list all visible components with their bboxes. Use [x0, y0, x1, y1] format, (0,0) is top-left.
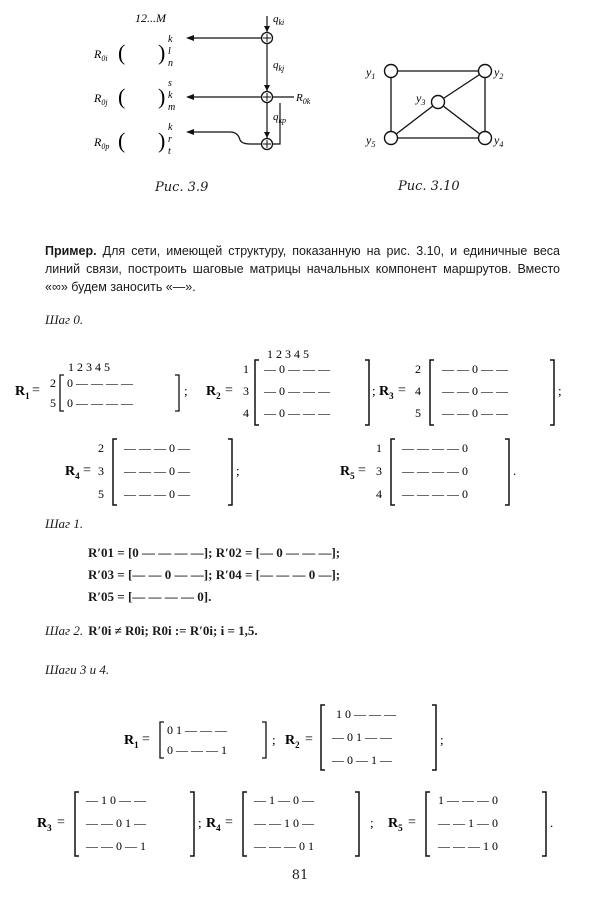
figure-3-9: [90, 8, 320, 198]
fig39-label-r0j: $R_{0j}$: [94, 91, 108, 107]
fig39-header: 12...M: [135, 11, 166, 25]
step0-r2-cell-0: — 0 — — —: [264, 362, 330, 376]
fig39-idx-2b: k: [168, 90, 173, 101]
svg-text:=: =: [305, 732, 313, 747]
fig39-idx-3a: k: [168, 122, 173, 133]
node-y1: [385, 65, 398, 78]
step2-formula: R′0i ≠ R0i; R0i := R′0i; i = 1,5.: [88, 623, 258, 638]
svg-text:.: .: [513, 463, 517, 478]
svg-text:=: =: [358, 463, 366, 478]
svg-text:=: =: [408, 815, 416, 830]
step1-line-2: R′03 = [— — 0 — —]; R′04 = [— — — 0 —];: [88, 567, 341, 582]
svg-text:;: ;: [558, 383, 562, 398]
svg-text:=: =: [225, 815, 233, 830]
step0-r1-row-5: 5: [50, 396, 56, 410]
edge-y2-y3: [438, 71, 485, 102]
step34-r4-name: $R_4$: [206, 816, 221, 833]
label-y1: $y_1$: [366, 65, 376, 81]
step0-r3-cell-1: — — 0 — —: [442, 384, 508, 398]
fig39-caption: Рис. 3.9: [155, 180, 209, 195]
edge-y3-y4: [438, 102, 485, 138]
step0-r4-row-2: 2: [98, 441, 104, 455]
node-y5: [385, 132, 398, 145]
step1-title: Шаг 1.: [45, 516, 84, 531]
example-text: Для сети, имеющей структуру, показанную на рис. 3.10, и единичные веса линий связи, построить шаговые матрицы начальных компонент маршрутов. Вместо «∞» будем заносить «—».: [45, 244, 560, 294]
step34-r5-cell-1: — — 1 — 0: [438, 816, 498, 830]
step0-r3-cell-0: — — 0 — —: [442, 362, 508, 376]
fig39-idx-1a: k: [168, 34, 173, 45]
step1-line-1: R′01 = [0 — — — —]; R′02 = [— 0 — — —];: [88, 545, 341, 560]
step0-r2-row-1: 1: [243, 362, 249, 376]
step34-r1-cell-1: 0 — — — 1: [167, 743, 227, 757]
step0-r4-cell-2: — — — 0 —: [124, 487, 190, 501]
step34-r2-cell-2: — 0 — 1 —: [332, 753, 392, 767]
step0-r2-row-4: 4: [243, 406, 249, 420]
svg-text:;: ;: [372, 383, 376, 398]
figure-3-9-diagram: [90, 8, 320, 178]
fig39-idx-3b: r: [168, 134, 172, 145]
fig39-input-r0k: $R_{0k}$: [296, 92, 311, 106]
label-y2: $y_2$: [494, 65, 504, 81]
step0-r3-row-2: 2: [415, 362, 421, 376]
step0-r1-cell-0: 0 — — — —: [67, 376, 133, 390]
fig39-idx-1c: n: [168, 58, 173, 69]
step34-r3-cell-0: — 1 0 — —: [86, 793, 146, 807]
example-label: Пример.: [45, 244, 97, 258]
node-y2: [479, 65, 492, 78]
step34-r4-cell-0: — 1 — 0 —: [254, 793, 314, 807]
step0-r2-row-3: 3: [243, 384, 249, 398]
step0-r1-header: 1 2 3 4 5: [68, 360, 110, 374]
step34-r5-name: $R_5$: [388, 816, 403, 833]
fig39-rparen-3: ): [158, 128, 166, 153]
fig39-idx-1b: l: [168, 46, 171, 57]
svg-text:;: ;: [440, 732, 444, 747]
step2-title: Шаг 2.: [45, 623, 84, 638]
example-paragraph: [45, 242, 560, 296]
fig39-q-kj: $q_{kj}$: [273, 59, 285, 73]
svg-text:=: =: [398, 383, 406, 398]
step0-r1-row-2: 2: [50, 376, 56, 390]
step34-r2-name: $R_2$: [285, 733, 300, 750]
step0-r2-header: 1 2 3 4 5: [267, 347, 309, 361]
fig39-label-r0p: $R_{0p}$: [94, 135, 110, 151]
step0-matrices: [10, 347, 590, 510]
step0-r4-row-5: 5: [98, 487, 104, 501]
step34-r3-cell-1: — — 0 1 —: [86, 816, 146, 830]
step2-line: [45, 620, 258, 639]
step0-r2-cell-1: — 0 — — —: [264, 384, 330, 398]
step34-r2-cell-0: 1 0 — — —: [336, 707, 396, 721]
svg-text:;: ;: [370, 815, 374, 830]
step0-r5-cell-0: — — — — 0: [402, 441, 468, 455]
step34-title: Шаги 3 и 4.: [45, 662, 110, 677]
step34-r4-cell-2: — — — 0 1: [254, 839, 314, 853]
svg-text:.: .: [550, 815, 554, 830]
step34-r5-cell-2: — — — 1 0: [438, 839, 498, 853]
step0-r5-row-4: 4: [376, 487, 382, 501]
node-y3: [432, 96, 445, 109]
step34-r1-name: $R_1$: [124, 733, 139, 750]
fig39-rparen-2: ): [158, 84, 166, 109]
graph-diagram: [360, 55, 540, 165]
fig39-q-kp: $q_{kp}$: [273, 111, 287, 125]
step0-r3-row-4: 4: [415, 384, 421, 398]
step34-r2-cell-1: — 0 1 — —: [332, 730, 392, 744]
page-number: 81: [291, 868, 309, 883]
step34-r5-cell-0: 1 — — — 0: [438, 793, 498, 807]
step0-title: Шаг 0.: [45, 312, 84, 327]
svg-text:;: ;: [272, 732, 276, 747]
svg-text:=: =: [142, 732, 150, 747]
step0-r5-name: $R_5$: [340, 464, 355, 481]
fig39-lparen-3: (: [118, 128, 126, 153]
fig39-arrow-3: [188, 132, 262, 144]
step0-r4-cell-0: — — — 0 —: [124, 441, 190, 455]
node-y4: [479, 132, 492, 145]
svg-text:;: ;: [198, 815, 202, 830]
step0-r4-name: $R_4$: [65, 464, 80, 481]
fig39-rparen-1: ): [158, 40, 166, 65]
fig39-idx-2a: s: [168, 78, 172, 89]
step34-r1-cell-0: 0 1 — — —: [167, 723, 227, 737]
fig39-label-r0i: $R_{0i}$: [94, 47, 108, 63]
fig39-lparen-2: (: [118, 84, 126, 109]
fig39-q-ki: $q_{ki}$: [273, 13, 285, 27]
step34-r3-name: $R_3$: [37, 816, 52, 833]
step0-r3-row-5: 5: [415, 406, 421, 420]
step0-r5-cell-2: — — — — 0: [402, 487, 468, 501]
label-y5: $y_5$: [366, 133, 376, 149]
fig39-lparen-1: (: [118, 40, 126, 65]
figure-3-10: [360, 55, 540, 195]
step34-matrices: [10, 700, 590, 862]
svg-text:;: ;: [184, 383, 188, 398]
step0-r5-cell-1: — — — — 0: [402, 464, 468, 478]
step0-r2-cell-2: — 0 — — —: [264, 406, 330, 420]
step34-r4-cell-1: — — 1 0 —: [254, 816, 314, 830]
step0-r1-name: $R_1$: [15, 384, 30, 401]
step0-r5-row-3: 3: [376, 464, 382, 478]
fig39-idx-2c: m: [168, 102, 176, 113]
svg-text:=: =: [83, 463, 91, 478]
step0-r2-name: $R_2$: [206, 384, 221, 401]
label-y4: $y_4$: [494, 133, 504, 149]
step0-r3-name: $R_3$: [379, 384, 394, 401]
step1-line-3: R′05 = [— — — — 0].: [88, 589, 212, 604]
step0-r3-cell-2: — — 0 — —: [442, 406, 508, 420]
edge-y3-y5: [391, 102, 438, 138]
step34-r3-cell-2: — — 0 — 1: [86, 839, 146, 853]
fig39-idx-3c: t: [168, 146, 171, 157]
svg-text:=: =: [225, 383, 233, 398]
step0-r4-cell-1: — — — 0 —: [124, 464, 190, 478]
step0-r4-row-3: 3: [98, 464, 104, 478]
step0-r1-eq: =: [32, 383, 40, 398]
svg-text:=: =: [57, 815, 65, 830]
label-y3: $y_3$: [416, 91, 426, 107]
step0-r1-cell-1: 0 — — — —: [67, 396, 133, 410]
step0-r5-row-1: 1: [376, 441, 382, 455]
svg-text:;: ;: [236, 463, 240, 478]
fig310-caption: Рис. 3.10: [398, 179, 460, 194]
